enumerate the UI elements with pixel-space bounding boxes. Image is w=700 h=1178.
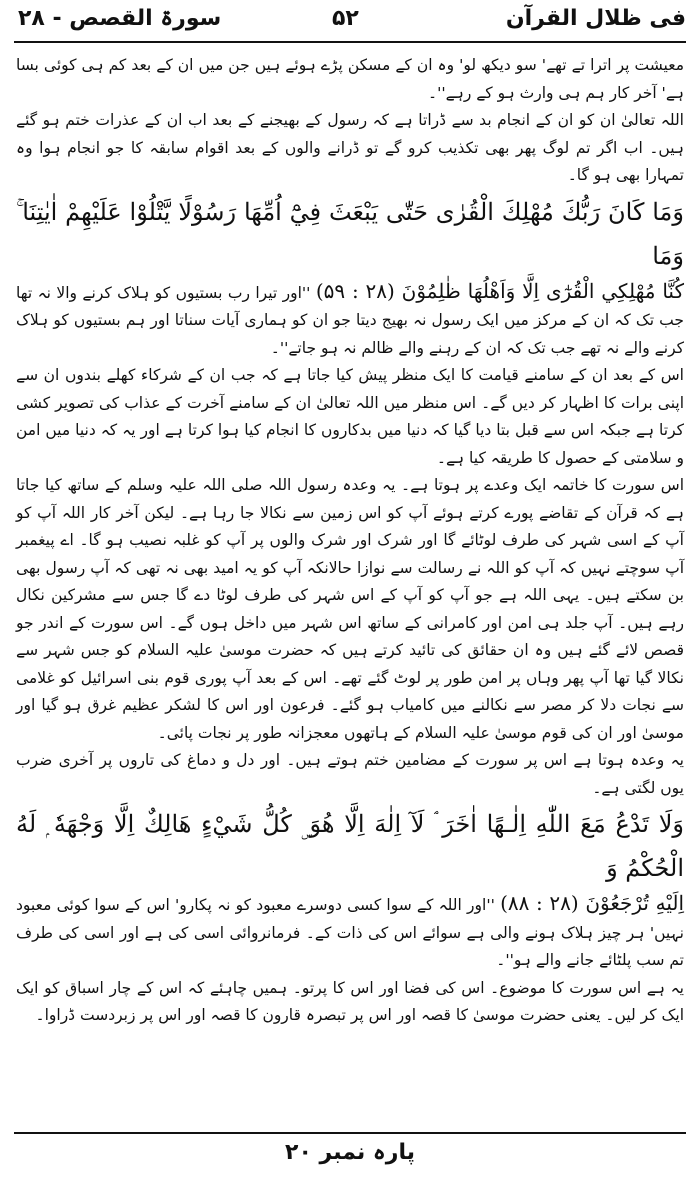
- book-title: فی ظلال القرآن: [505, 6, 686, 31]
- quran-verse-continuation: اِلَيْهِ تُرْجَعُوْنَ (۲۸ : ۸۸): [500, 891, 685, 915]
- paragraph: اس کے بعد ان کے سامنے قیامت کا ایک منظر پیش کیا جاتا ہے کہ جب ان کے شرکاء کھلے بندوں ان سے اپنی برات کا اظہار کر دیں گے۔ اس منظر میں اللہ تعالیٰ ان کے سامنے آخرت کے عذاب کی تصویر کشی کرتا ہے جبکہ اس سے قبل بتا دیا گیا کہ دنیا میں بدکاروں کا انجام کیا ہوا کرتا ہے اور یہ کہ دنیا میں امن و سلامتی کے حصول کا طریقہ کیا ہے۔: [16, 366, 684, 467]
- paragraph: یہ ہے اس سورت کا موضوع۔ اس کی فضا اور اس کا پرتو۔ ہمیں چاہئے کہ اس کے چار اسباق کو ایک ایک کر لیں۔ یعنی حضرت موسیٰ کا قصہ اور اس پر تبصرہ قارون کا قصہ اور اس پر زبردست ڈراوا۔: [16, 978, 684, 1024]
- quran-verse: وَمَا كَانَ رَبُّكَ مُهْلِكَ الْقُرٰى حَتّٰى يَبْعَثَ فِيْٓ اُمِّهَا رَسُوْلًا يَّتْلُوْا عَلَيْهِمْ اٰيٰتِنَا ۚ وَمَا: [16, 197, 684, 270]
- page-body: [16, 52, 684, 1030]
- verse-translation: ''اور تیرا رب بستیوں کو ہلاک کرنے والا نہ تھا جب تک کہ ان کے مرکز میں ایک رسول نہ بھیج دیتا جو ان کو ہماری آیات سناتا اور ہم بستیوں کو ہلاک کرنے والے نہ تھے جب تک کہ ان کے رہنے والے ظالم نہ ہو جاتے''۔: [16, 283, 684, 357]
- quran-verse: وَلَا تَدْعُ مَعَ اللّٰهِ اِلٰـهًا اٰخَرَ ۘ لَآ اِلٰهَ اِلَّا هُوَ ۣ كُلُّ شَيْءٍ هَالِكٌ اِلَّا وَجْهَهٗ ۭ لَهُ الْحُكْمُ وَ: [16, 810, 684, 882]
- page-header: [14, 4, 686, 38]
- header-divider: [14, 41, 686, 43]
- paragraph: اللہ تعالیٰ ان کو ان کے انجام بد سے ڈراتا ہے کہ رسول کے بھیجنے کے بعد اب ان کے عذرات ختم ہو گئے ہیں۔ اب اگر تم لوگ پھر بھی تکذیب کرو گے تو ڈرانے والوں کے بعد اقوام سابقہ کا جو انجام ہوا وہ تمہارا بھی ہو گا۔: [16, 111, 684, 184]
- para-number-footer: پارہ نمبر ۲۰: [285, 1140, 415, 1165]
- paragraph: [16, 890, 684, 975]
- verse-translation: ''اور اللہ کے سوا کسی دوسرے معبود کو نہ پکارو' اس کے سوا کوئی معبود نہیں' ہر چیز ہلاک ہونے والی ہے سوائے اس کی ذات کے۔ فرمانروائی اسی کی ہے اور اسی کی طرف تم سب پلٹائے جانے والے ہو''۔: [16, 896, 684, 969]
- surah-label: سورۃ القصص - ۲۸: [18, 6, 222, 31]
- quran-verse-continuation: كُنَّا مُهْلِكِي الْقُرٰٓى اِلَّا وَاَهْلُهَا ظٰلِمُوْنَ (۲۸ : ۵۹): [315, 278, 684, 303]
- paragraph: معیشت پر اترا تے تھے' سو دیکھ لو' وہ ان کے مسکن پڑے ہوئے ہیں جن میں ان کے بعد کم ہی کوئی بسا ہے' آخر کار ہم ہی وارث ہو کے رہے''۔: [16, 56, 684, 102]
- page-number: ۵۲: [332, 6, 359, 31]
- paragraph: یہ وعدہ ہوتا ہے اس پر سورت کے مضامین ختم ہوتے ہیں۔ اور دل و دماغ کی تاروں پر آخری ضرب یوں لگتی ہے۔: [16, 751, 684, 797]
- footer-divider: [14, 1132, 686, 1134]
- paragraph: [16, 278, 684, 363]
- paragraph: اس سورت کا خاتمہ ایک وعدے پر ہوتا ہے۔ یہ وعدہ رسول اللہ صلی اللہ علیہ وسلم کے ساتھ کیا جاتا ہے کہ قرآن کے تقاضے پورے کرتے ہوئے آپ کو اس زمین سے نکالا جا رہا ہے۔ لیکن آخر کار اللہ آپ کو آپ کے اسی شہر کی طرف لوٹائے گا اور شرک اور شرک والوں پر آپ کو غلبہ نصیب ہو گا۔ اے پیغمبر آپ سوچتے نہیں کہ آپ کو اللہ نے رسالت سے نوازا حالانکہ آپ کو یہ امید بھی نہ تھی کہ آپ رسول بھی بن سکتے ہیں۔ یہی اللہ ہے جو آپ کو آپ کے اس شہر کی طرف لوٹا دے گا جس سے مشرکین نکال رہے ہیں۔ آپ جلد ہی امن اور کامرانی کے ساتھ اس شہر میں داخل ہوں گے۔ اس سورت کے اندر جو قصص لائے گئے ہیں وہ ان حقائق کی تائید کرتے ہیں کہ حضرت موسیٰ علیہ السلام کو جس شہر سے نکالا گیا تھا آپ پھر وہاں پر امن طور پر لوٹ گئے تھے۔ اس کے بعد آپ پوری قوم بنی اسرائیل کو غلامی سے نجات دلا کر مصر سے نکالنے میں کامیاب ہو گئے۔ فرعون اور اس کا لشکر عظیم غرق ہو گیا اور موسیٰ اور ان کی قوم موسیٰ علیہ السلام کے ہاتھوں معجزانہ طور پر نجات پائی۔: [16, 476, 684, 742]
